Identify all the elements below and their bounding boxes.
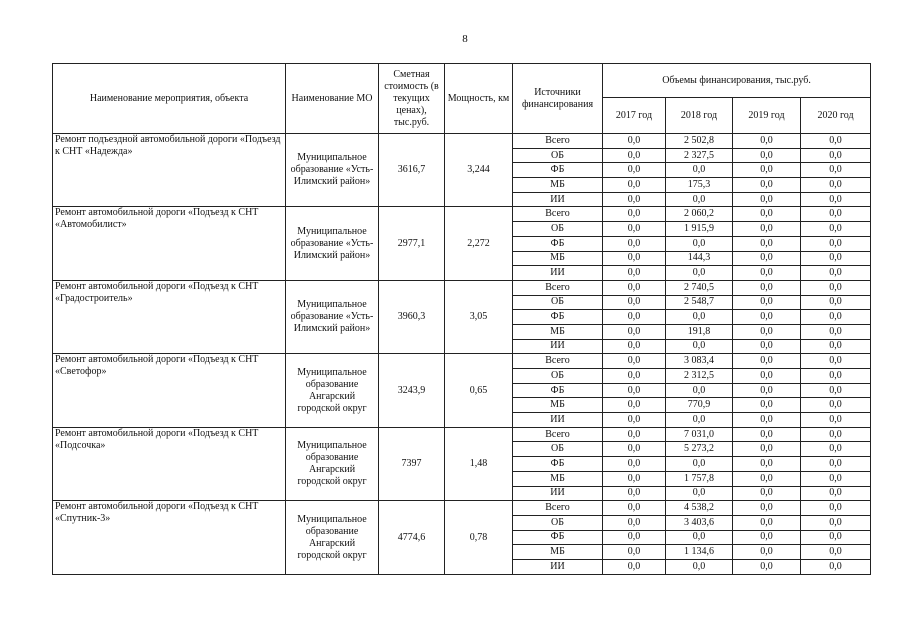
funding-value: 0,0 (733, 266, 801, 281)
funding-value: 0,0 (733, 369, 801, 384)
funding-value: 0,0 (733, 222, 801, 237)
funding-value: 0,0 (603, 515, 666, 530)
funding-value: 0,0 (801, 427, 871, 442)
funding-value: 0,0 (801, 178, 871, 193)
funding-value: 0,0 (603, 501, 666, 516)
funding-value: 0,0 (666, 559, 733, 574)
funding-value: 0,0 (733, 310, 801, 325)
funding-value: 0,0 (733, 545, 801, 560)
funding-value: 0,0 (801, 339, 871, 354)
funding-value: 0,0 (801, 266, 871, 281)
funding-value: 1 757,8 (666, 471, 733, 486)
funding-value: 0,0 (733, 339, 801, 354)
funding-value: 0,0 (733, 559, 801, 574)
funding-value: 0,0 (603, 427, 666, 442)
municipality-name: Муниципальное образование Ангарский городской округ (286, 427, 379, 500)
funding-value: 0,0 (603, 295, 666, 310)
funding-value: 0,0 (603, 178, 666, 193)
funding-value: 0,0 (801, 310, 871, 325)
funding-source: ФБ (513, 383, 603, 398)
funding-source: МБ (513, 398, 603, 413)
estimated-cost: 3243,9 (379, 354, 445, 427)
header-year: 2017 год (603, 98, 666, 134)
funding-value: 770,9 (666, 398, 733, 413)
funding-value: 4 538,2 (666, 501, 733, 516)
project-name: Ремонт автомобильной дороги «Подъезд к СНТ «Светофор» (53, 354, 286, 427)
funding-source: МБ (513, 178, 603, 193)
funding-value: 0,0 (733, 236, 801, 251)
funding-source: Всего (513, 501, 603, 516)
funding-value: 0,0 (603, 207, 666, 222)
funding-value: 0,0 (801, 148, 871, 163)
funding-value: 3 403,6 (666, 515, 733, 530)
funding-source: ОБ (513, 369, 603, 384)
table-row (53, 280, 871, 295)
funding-value: 0,0 (603, 324, 666, 339)
funding-source: ОБ (513, 442, 603, 457)
funding-value: 0,0 (733, 457, 801, 472)
funding-source: МБ (513, 545, 603, 560)
funding-value: 0,0 (603, 413, 666, 428)
funding-value: 7 031,0 (666, 427, 733, 442)
funding-value: 0,0 (733, 148, 801, 163)
funding-value: 0,0 (733, 192, 801, 207)
funding-source: ИИ (513, 266, 603, 281)
funding-value: 0,0 (603, 559, 666, 574)
municipality-name: Муниципальное образование Ангарский городской округ (286, 501, 379, 575)
funding-value: 2 060,2 (666, 207, 733, 222)
header-mo: Наименование МО (286, 64, 379, 134)
funding-value: 0,0 (801, 501, 871, 516)
road-length: 2,272 (445, 207, 513, 280)
header-year: 2018 год (666, 98, 733, 134)
funding-source: Всего (513, 134, 603, 149)
funding-value: 0,0 (801, 383, 871, 398)
funding-value: 0,0 (603, 251, 666, 266)
funding-value: 2 502,8 (666, 134, 733, 149)
funding-value: 0,0 (801, 280, 871, 295)
header-year: 2019 год (733, 98, 801, 134)
funding-value: 0,0 (666, 530, 733, 545)
funding-value: 0,0 (666, 486, 733, 501)
funding-value: 0,0 (603, 310, 666, 325)
funding-value: 0,0 (801, 222, 871, 237)
funding-source: ОБ (513, 295, 603, 310)
funding-source: ФБ (513, 163, 603, 178)
road-length: 3,05 (445, 280, 513, 353)
funding-source: ОБ (513, 515, 603, 530)
funding-value: 0,0 (801, 354, 871, 369)
project-name: Ремонт подъездной автомобильной дороги «Подъезд к СНТ «Надежда» (53, 134, 286, 207)
funding-value: 0,0 (603, 457, 666, 472)
funding-source: Всего (513, 280, 603, 295)
funding-source: ИИ (513, 192, 603, 207)
funding-value: 175,3 (666, 178, 733, 193)
funding-value: 0,0 (733, 178, 801, 193)
funding-value: 0,0 (733, 530, 801, 545)
page-number: 8 (462, 33, 468, 45)
project-name: Ремонт автомобильной дороги «Подъезд к СНТ «Автомобилист» (53, 207, 286, 280)
funding-value: 0,0 (733, 427, 801, 442)
funding-value: 0,0 (801, 442, 871, 457)
table-row (53, 207, 871, 222)
estimated-cost: 3960,3 (379, 280, 445, 353)
funding-source: ФБ (513, 310, 603, 325)
funding-value: 0,0 (733, 501, 801, 516)
header-volumes: Объемы финансирования, тыс.руб. (603, 64, 871, 98)
funding-value: 0,0 (603, 134, 666, 149)
funding-value: 0,0 (666, 339, 733, 354)
header-year: 2020 год (801, 98, 871, 134)
funding-value: 0,0 (733, 471, 801, 486)
funding-value: 0,0 (733, 515, 801, 530)
funding-value: 0,0 (666, 236, 733, 251)
funding-value: 0,0 (733, 413, 801, 428)
funding-value: 0,0 (603, 339, 666, 354)
funding-value: 0,0 (733, 383, 801, 398)
funding-value: 144,3 (666, 251, 733, 266)
municipality-name: Муниципальное образование «Усть-Илимский район» (286, 207, 379, 280)
funding-value: 0,0 (801, 207, 871, 222)
funding-value: 0,0 (603, 163, 666, 178)
funding-value: 0,0 (603, 192, 666, 207)
estimated-cost: 3616,7 (379, 134, 445, 207)
funding-value: 0,0 (801, 398, 871, 413)
funding-source: ОБ (513, 148, 603, 163)
funding-value: 0,0 (603, 266, 666, 281)
project-name: Ремонт автомобильной дороги «Подъезд к СНТ «Подсочка» (53, 427, 286, 500)
funding-value: 0,0 (603, 398, 666, 413)
funding-value: 0,0 (603, 280, 666, 295)
funding-value: 0,0 (603, 236, 666, 251)
funding-value: 0,0 (733, 280, 801, 295)
funding-source: МБ (513, 471, 603, 486)
funding-source: ИИ (513, 339, 603, 354)
funding-value: 2 312,5 (666, 369, 733, 384)
funding-value: 0,0 (801, 163, 871, 178)
funding-value: 191,8 (666, 324, 733, 339)
funding-value: 0,0 (603, 222, 666, 237)
municipality-name: Муниципальное образование Ангарский городской округ (286, 354, 379, 427)
funding-value: 0,0 (801, 471, 871, 486)
funding-value: 0,0 (603, 383, 666, 398)
table-row (53, 354, 871, 369)
funding-value: 0,0 (801, 413, 871, 428)
funding-source: Всего (513, 354, 603, 369)
funding-value: 0,0 (666, 457, 733, 472)
header-sources: Источники финансирования (513, 64, 603, 134)
funding-value: 0,0 (603, 369, 666, 384)
funding-value: 0,0 (801, 236, 871, 251)
estimated-cost: 7397 (379, 427, 445, 500)
funding-source: МБ (513, 324, 603, 339)
funding-value: 0,0 (666, 192, 733, 207)
funding-value: 0,0 (603, 354, 666, 369)
funding-source: ОБ (513, 222, 603, 237)
funding-value: 2 740,5 (666, 280, 733, 295)
funding-value: 0,0 (733, 442, 801, 457)
funding-value: 0,0 (801, 134, 871, 149)
road-length: 0,78 (445, 501, 513, 575)
funding-value: 0,0 (603, 545, 666, 560)
funding-value: 0,0 (801, 530, 871, 545)
funding-source: ИИ (513, 559, 603, 574)
funding-value: 0,0 (603, 530, 666, 545)
funding-source: Всего (513, 207, 603, 222)
funding-value: 2 327,5 (666, 148, 733, 163)
funding-source: Всего (513, 427, 603, 442)
funding-value: 5 273,2 (666, 442, 733, 457)
funding-value: 0,0 (733, 398, 801, 413)
funding-value: 2 548,7 (666, 295, 733, 310)
road-length: 1,48 (445, 427, 513, 500)
funding-value: 0,0 (801, 515, 871, 530)
funding-source: ФБ (513, 457, 603, 472)
funding-value: 1 134,6 (666, 545, 733, 560)
project-name: Ремонт автомобильной дороги «Подъезд к СНТ «Спутник-3» (53, 501, 286, 575)
funding-source: ФБ (513, 236, 603, 251)
funding-value: 0,0 (801, 559, 871, 574)
funding-value: 0,0 (733, 486, 801, 501)
funding-value: 0,0 (733, 354, 801, 369)
funding-value: 0,0 (733, 295, 801, 310)
header-cost: Сметная стоимость (в текущих ценах), тыс.руб. (379, 64, 445, 134)
funding-value: 1 915,9 (666, 222, 733, 237)
estimated-cost: 2977,1 (379, 207, 445, 280)
funding-source: ФБ (513, 530, 603, 545)
funding-value: 0,0 (603, 486, 666, 501)
funding-value: 0,0 (733, 134, 801, 149)
funding-value: 0,0 (733, 251, 801, 266)
funding-value: 0,0 (666, 413, 733, 428)
road-length: 0,65 (445, 354, 513, 427)
table-body (53, 134, 871, 575)
funding-value: 0,0 (666, 383, 733, 398)
funding-value: 0,0 (603, 471, 666, 486)
funding-value: 0,0 (666, 163, 733, 178)
funding-source: ИИ (513, 413, 603, 428)
funding-value: 0,0 (801, 457, 871, 472)
funding-value: 0,0 (801, 486, 871, 501)
funding-value: 0,0 (603, 442, 666, 457)
header-power: Мощность, км (445, 64, 513, 134)
funding-value: 0,0 (801, 295, 871, 310)
funding-value: 0,0 (733, 163, 801, 178)
funding-value: 0,0 (801, 192, 871, 207)
funding-value: 0,0 (801, 369, 871, 384)
funding-value: 0,0 (801, 324, 871, 339)
funding-value: 0,0 (801, 545, 871, 560)
header-name: Наименование мероприятия, объекта (53, 64, 286, 134)
financing-table (52, 63, 871, 575)
funding-source: ИИ (513, 486, 603, 501)
funding-value: 0,0 (801, 251, 871, 266)
municipality-name: Муниципальное образование «Усть-Илимский район» (286, 134, 379, 207)
table-row (53, 501, 871, 516)
funding-source: МБ (513, 251, 603, 266)
funding-value: 3 083,4 (666, 354, 733, 369)
funding-value: 0,0 (666, 266, 733, 281)
table-row (53, 427, 871, 442)
municipality-name: Муниципальное образование «Усть-Илимский район» (286, 280, 379, 353)
project-name: Ремонт автомобильной дороги «Подъезд к СНТ «Градостроитель» (53, 280, 286, 353)
funding-value: 0,0 (733, 207, 801, 222)
funding-value: 0,0 (733, 324, 801, 339)
table-row (53, 134, 871, 149)
funding-value: 0,0 (603, 148, 666, 163)
road-length: 3,244 (445, 134, 513, 207)
funding-value: 0,0 (666, 310, 733, 325)
estimated-cost: 4774,6 (379, 501, 445, 575)
